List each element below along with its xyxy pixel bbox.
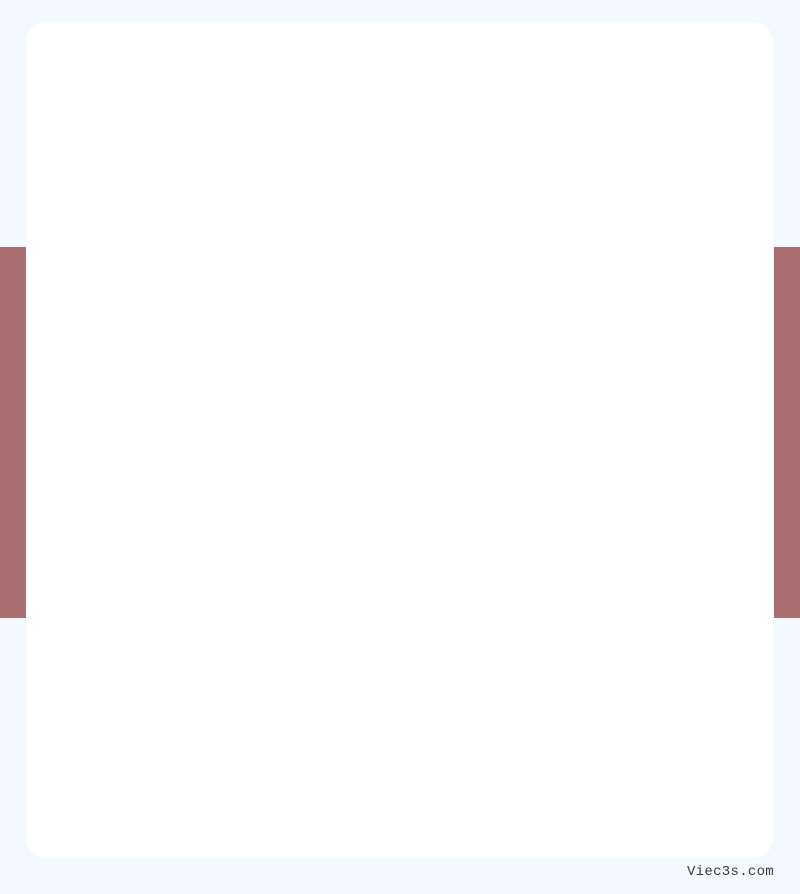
- footer-brand: Viec3s.com: [686, 864, 774, 880]
- decorative-bar-right: [774, 247, 800, 618]
- cv-sheet: [26, 22, 773, 858]
- decorative-bar-left: [0, 247, 26, 618]
